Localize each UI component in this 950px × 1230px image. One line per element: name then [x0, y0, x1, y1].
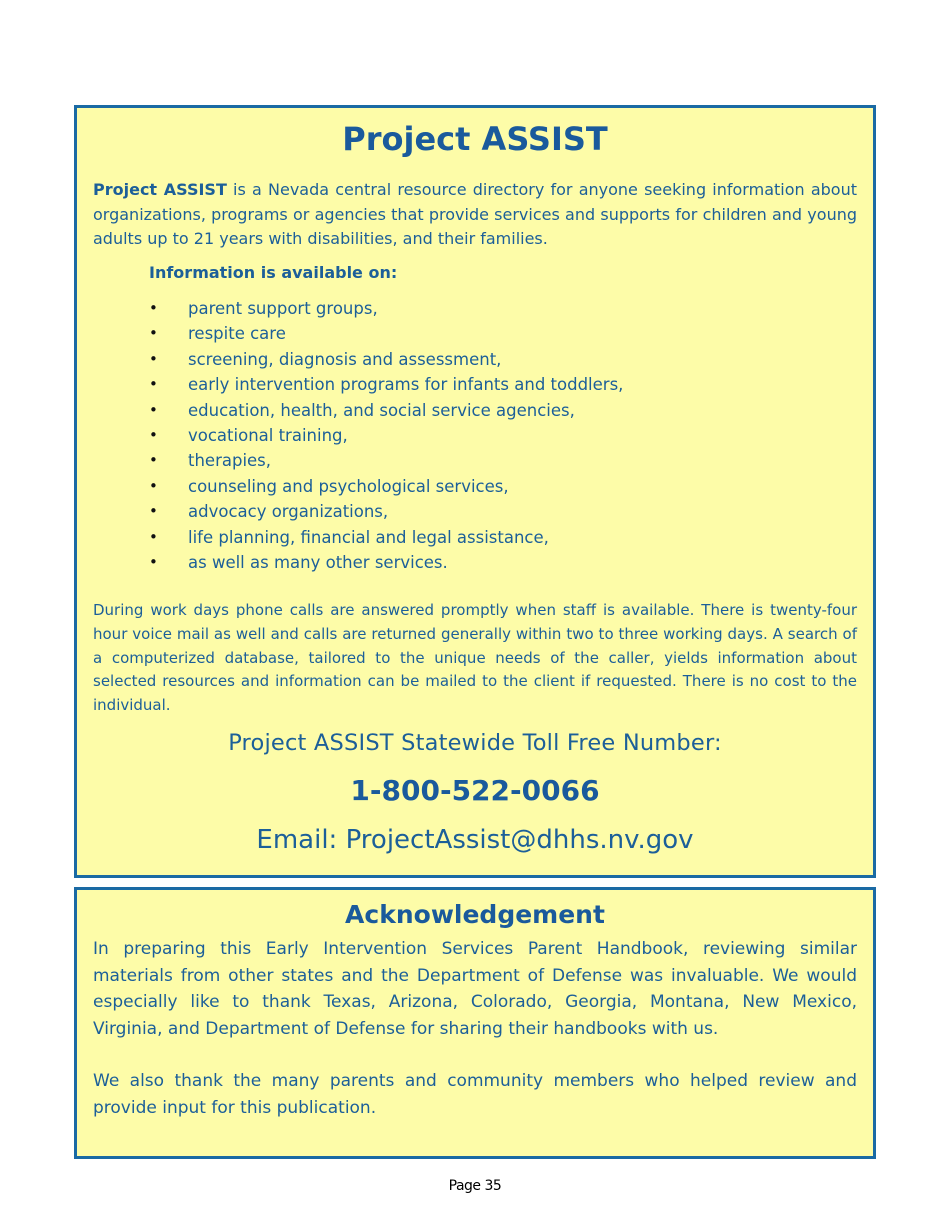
list-item: • early intervention programs for infants and toddlers,	[149, 372, 623, 397]
acknowledgement-title: Acknowledgement	[345, 900, 605, 929]
list-item: • as well as many other services.	[149, 550, 623, 575]
info-list	[149, 296, 623, 575]
list-item: • screening, diagnosis and assessment,	[149, 347, 623, 372]
acknowledgement-paragraph: In preparing this Early Intervention Services Parent Handbook, reviewing similar materials from other states and the Department of Defense was invaluable. We would especially like to thank Texas, Arizona, Colorado, Georgia, Montana, New Mexico, Virginia, and Department of Defense for sharing their handbooks with us.	[93, 939, 857, 1039]
list-item: • respite care	[149, 321, 623, 346]
info-heading: Information is available on:	[149, 263, 398, 282]
project-assist-box	[74, 105, 876, 878]
phone-service-paragraph: During work days phone calls are answered promptly when staff is available. There is twenty-four hour voice mail as well and calls are returned generally within two to three working days. A search of a computerized database, tailored to the unique needs of the caller, yields information about selected resources and information can be mailed to the client if requested. There is no cost to the individual.	[93, 601, 857, 715]
tollfree-label: Project ASSIST Statewide Toll Free Number:	[228, 730, 722, 756]
page-number: Page 35	[448, 1178, 502, 1194]
intro-text: is a Nevada central resource directory for anyone seeking information about organizations, programs or agencies that provide services and supports for children and young adults up to 21 years with disabilities, and their families.	[93, 180, 858, 248]
thanks-paragraph: We also thank the many parents and community members who helped review and provide input for this publication.	[93, 1071, 857, 1118]
project-assist-title: Project ASSIST	[342, 120, 608, 158]
list-item: • education, health, and social service agencies,	[149, 398, 623, 423]
list-item: • advocacy organizations,	[149, 499, 623, 524]
email-contact: Email: ProjectAssist@dhhs.nv.gov	[256, 825, 694, 855]
list-item: • therapies,	[149, 448, 623, 473]
phone-number: 1-800-522-0066	[350, 774, 600, 807]
list-item: • life planning, financial and legal assistance,	[149, 525, 623, 550]
intro-paragraph	[93, 178, 857, 252]
acknowledgement-box	[74, 887, 876, 1159]
list-item: • vocational training,	[149, 423, 623, 448]
intro-bold-name: Project ASSIST	[93, 180, 227, 199]
list-item: • parent support groups,	[149, 296, 623, 321]
list-item: • counseling and psychological services,	[149, 474, 623, 499]
